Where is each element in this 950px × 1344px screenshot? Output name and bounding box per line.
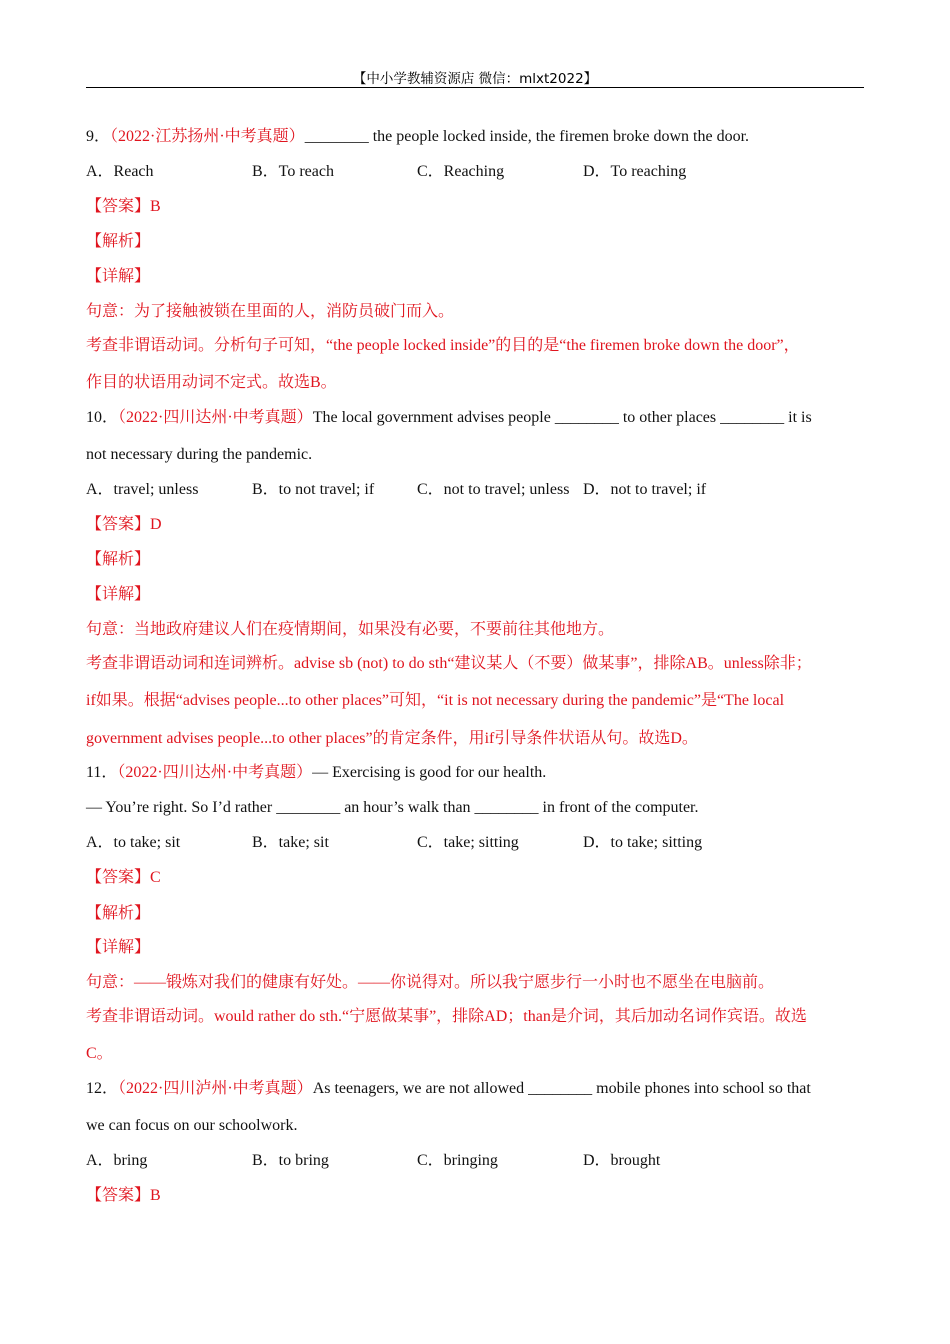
header-rule xyxy=(86,87,864,88)
question-text: — Exercising is good for our health. xyxy=(312,764,547,781)
detail-label: 【详解】 xyxy=(86,586,151,603)
explanation-line: government advises people...to other places”的肯定条件，用if引导条件状语从句。故选D。 xyxy=(86,730,698,747)
question-11-stem xyxy=(86,763,546,783)
detail-label: 【详解】 xyxy=(86,268,151,285)
option-b: B．to not travel; if xyxy=(252,481,375,498)
detail-label: 【详解】 xyxy=(86,939,151,956)
option-d: D．not to travel; if xyxy=(583,481,707,498)
option-b: B．to bring xyxy=(252,1152,329,1169)
option-b: B．To reach xyxy=(252,163,334,180)
question-12-stem xyxy=(86,1079,811,1099)
explanation-line: 句意：为了接触被锁在里面的人，消防员破门而入。 xyxy=(86,303,455,320)
analysis-label: 【解析】 xyxy=(86,905,151,922)
explanation-line: 句意：当地政府建议人们在疫情期间，如果没有必要，不要前往其他地方。 xyxy=(86,621,615,638)
option-c: C．Reaching xyxy=(417,163,505,180)
explanation-line: 句意：——锻炼对我们的健康有好处。——你说得对。所以我宁愿步行一小时也不愿坐在电脑前。 xyxy=(86,974,775,991)
explanation-line: 考查非谓语动词。would rather do sth.“宁愿做某事”，排除AD；than是介词，其后加动名词作宾语。故选 xyxy=(86,1008,807,1025)
option-a: A．bring xyxy=(86,1152,148,1169)
question-number: 11． xyxy=(86,764,118,781)
answer-label: 【答案】B xyxy=(86,198,161,215)
question-source: （2022·江苏扬州·中考真题） xyxy=(110,128,305,145)
question-text: The local government advises people ________ to other places ________ it is xyxy=(312,409,812,426)
analysis-label: 【解析】 xyxy=(86,551,151,568)
question-text-continued: — You’re right. So I’d rather ________ an hour’s walk than ________ in front of the computer. xyxy=(86,799,699,816)
question-number: 12． xyxy=(86,1080,119,1097)
page-header: 【中小学教辅资源店 微信：mlxt2022】 xyxy=(352,71,598,87)
explanation-line: C。 xyxy=(86,1045,113,1062)
question-10-stem xyxy=(86,408,812,428)
option-c: C．bringing xyxy=(417,1152,498,1169)
option-a: A．travel; unless xyxy=(86,481,199,498)
answer-label: 【答案】C xyxy=(86,869,161,886)
question-source: （2022·四川达州·中考真题） xyxy=(117,764,313,781)
option-a: A．Reach xyxy=(86,163,154,180)
question-text: As teenagers, we are not allowed ________ mobile phones into school so that xyxy=(312,1080,811,1097)
option-a: A．to take; sit xyxy=(86,834,181,851)
option-c: C．take; sitting xyxy=(417,834,519,851)
option-c: C．not to travel; unless xyxy=(417,481,570,498)
answer-label: 【答案】B xyxy=(86,1187,161,1204)
question-text-continued: we can focus on our schoolwork. xyxy=(86,1117,298,1134)
option-d: D．brought xyxy=(583,1152,661,1169)
explanation-line: 考查非谓语动词。分析句子可知，“the people locked inside”的目的是“the firemen broke down the door”， xyxy=(86,337,800,354)
question-source: （2022·四川达州·中考真题） xyxy=(118,409,313,426)
explanation-line: 作目的状语用动词不定式。故选B。 xyxy=(86,374,337,391)
option-d: D．To reaching xyxy=(583,163,687,180)
question-text-continued: not necessary during the pandemic. xyxy=(86,446,313,463)
question-9-stem xyxy=(86,127,749,147)
option-d: D．to take; sitting xyxy=(583,834,703,851)
explanation-line: 考查非谓语动词和连词辨析。advise sb (not) to do sth“建议某人（不要）做某事”，排除AB。unless除非； xyxy=(86,655,812,672)
question-text: ________ the people locked inside, the firemen broke down the door. xyxy=(304,128,750,145)
question-source: （2022·四川泸州·中考真题） xyxy=(118,1080,313,1097)
answer-label: 【答案】D xyxy=(86,516,162,533)
option-b: B．take; sit xyxy=(252,834,329,851)
question-number: 9． xyxy=(86,128,111,145)
analysis-label: 【解析】 xyxy=(86,233,151,250)
explanation-line: if如果。根据“advises people...to other places”可知，“it is not necessary during the pandemic”是“The local xyxy=(86,692,785,709)
question-number: 10． xyxy=(86,409,119,426)
